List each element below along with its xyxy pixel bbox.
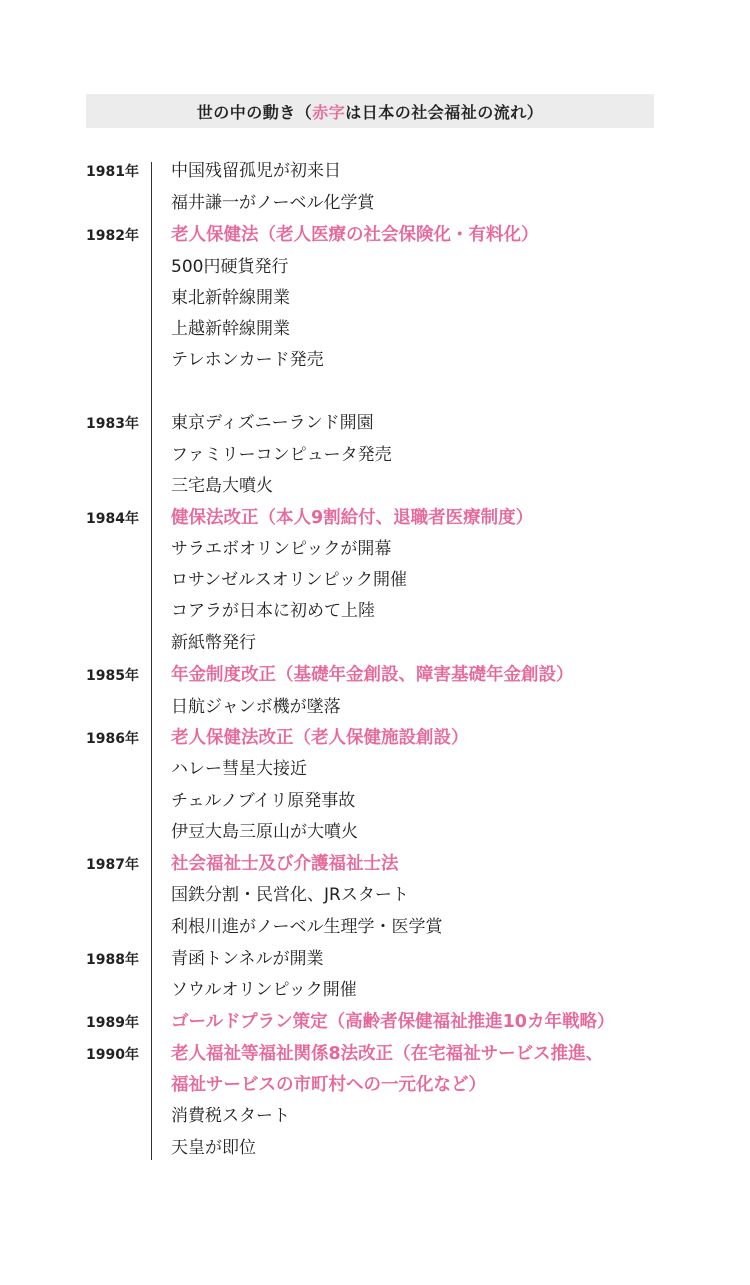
event-item: チェルノブイリ原発事故: [171, 791, 356, 811]
event-item: 天皇が即位: [171, 1138, 256, 1158]
event-item: 国鉄分割・民営化、JRスタート: [171, 885, 409, 905]
event-item: 三宅島大噴火: [171, 476, 273, 496]
header-suffix: は日本の社会福祉の流れ）: [345, 102, 544, 122]
event-item-highlight: ゴールドプラン策定（高齢者保健福祉推進10カ年戦略）: [171, 1012, 615, 1032]
year-label: 1988年: [86, 952, 139, 968]
year-label: 1987年: [86, 857, 139, 873]
event-item: 福井謙一がノーベル化学賞: [171, 193, 375, 213]
event-item-highlight: 社会福祉士及び介護福祉士法: [171, 854, 399, 874]
event-item: テレホンカード発売: [171, 350, 324, 370]
event-item-highlight: 健保法改正（本人9割給付、退職者医療制度）: [171, 508, 534, 528]
year-label: 1990年: [86, 1047, 139, 1063]
event-item: 新紙幣発行: [171, 633, 256, 653]
timeline-line: [151, 162, 152, 1160]
year-label: 1984年: [86, 511, 139, 527]
event-item-highlight: 老人福祉等福祉関係8法改正（在宅福祉サービス推進、: [171, 1044, 604, 1064]
header-prefix: 世の中の動き（: [196, 102, 313, 122]
event-item-highlight: 福祉サービスの市町村への一元化など）: [171, 1075, 486, 1095]
event-item: 青函トンネルが開業: [171, 949, 324, 969]
event-item: ソウルオリンピック開催: [171, 980, 357, 1000]
event-item: ロサンゼルスオリンピック開催: [171, 570, 407, 590]
header-accent: 赤字: [312, 102, 346, 122]
year-label: 1983年: [86, 416, 139, 432]
year-label: 1985年: [86, 668, 139, 684]
event-item-highlight: 老人保健法改正（老人保健施設創設）: [171, 728, 469, 748]
year-label: 1981年: [86, 164, 139, 180]
event-item: ハレー彗星大接近: [171, 759, 307, 779]
event-item: 500円硬貨発行: [171, 257, 289, 277]
event-item: ファミリーコンピュータ発売: [171, 445, 392, 465]
event-item: 伊豆大島三原山が大噴火: [171, 822, 358, 842]
event-item: 中国残留孤児が初来日: [171, 161, 341, 181]
event-item: 東京ディズニーランド開園: [171, 413, 374, 433]
event-item: 消費税スタート: [171, 1106, 290, 1126]
event-item: 利根川進がノーベル生理学・医学賞: [171, 917, 443, 937]
year-label: 1982年: [86, 228, 139, 244]
section-header: [86, 94, 654, 128]
event-item: コアラが日本に初めて上陸: [171, 601, 375, 621]
year-label: 1989年: [86, 1015, 139, 1031]
event-item: サラエボオリンピックが開幕: [171, 539, 392, 559]
event-item: 上越新幹線開業: [171, 319, 290, 339]
event-item: 東北新幹線開業: [171, 288, 290, 308]
event-item-highlight: 老人保健法（老人医療の社会保険化・有料化）: [171, 225, 539, 245]
event-item-highlight: 年金制度改正（基礎年金創設、障害基礎年金創設）: [171, 665, 574, 685]
year-label: 1986年: [86, 731, 139, 747]
event-item: 日航ジャンボ機が墜落: [171, 697, 341, 717]
